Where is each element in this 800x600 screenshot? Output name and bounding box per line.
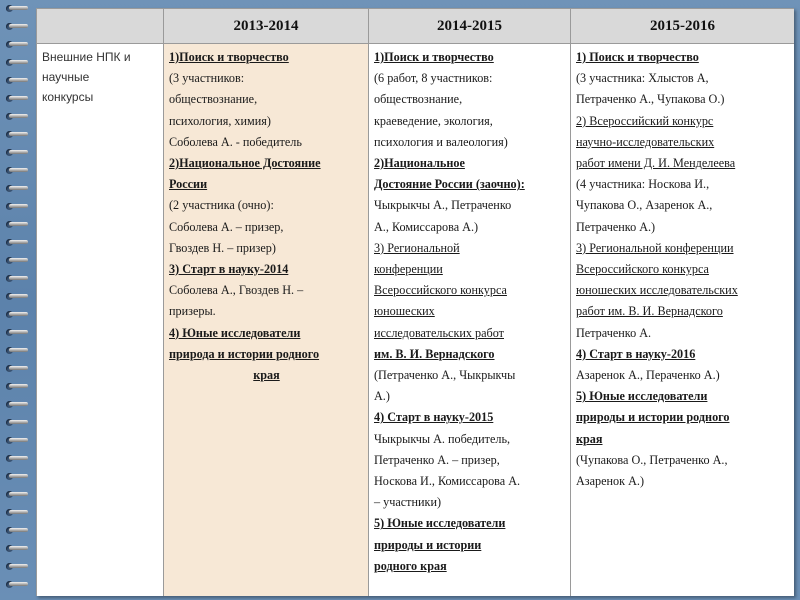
binding-ring xyxy=(6,238,28,247)
binding-ring xyxy=(6,4,28,13)
cell-line: работ им. В. И. Вернадского xyxy=(576,304,723,319)
row-label-cell xyxy=(37,44,164,597)
cell-line: 5) Юные исследователи xyxy=(374,516,506,531)
binding-ring xyxy=(6,400,28,409)
binding-ring xyxy=(6,418,28,427)
header-year-2014-2015: 2014-2015 xyxy=(369,9,571,44)
binding-ring xyxy=(6,310,28,319)
cell-line: 5) Юные исследователи xyxy=(576,389,708,404)
cell-line: 1) Поиск и творчество xyxy=(576,50,699,64)
cell-line: 1)Поиск и творчество xyxy=(169,50,289,64)
competitions-table xyxy=(36,8,794,596)
binding-ring xyxy=(6,472,28,481)
table-row xyxy=(37,44,795,597)
cell-2013-2014 xyxy=(164,44,369,597)
cell-line: обществознание, xyxy=(374,92,463,107)
cell-2015-2016 xyxy=(571,44,795,597)
row-label-line: Внешние НПК и xyxy=(42,50,131,64)
binding-ring xyxy=(6,130,28,139)
cell-line: природа и истории родного xyxy=(169,346,320,361)
binding-ring xyxy=(6,256,28,265)
binding-ring xyxy=(6,328,28,337)
binding-ring xyxy=(6,580,28,589)
binding-ring xyxy=(6,508,28,517)
binding-ring xyxy=(6,22,28,31)
cell-line: психология, химия) xyxy=(169,113,271,128)
header-empty xyxy=(37,9,164,44)
cell-line: Азаренок А.) xyxy=(576,474,645,489)
cell-line: психология и валеология) xyxy=(374,134,508,149)
binding-ring xyxy=(6,562,28,571)
cell-line: конференции xyxy=(374,262,443,277)
cell-line: А.) xyxy=(374,389,390,404)
cell-line: Петраченко А. xyxy=(576,325,652,340)
cell-line: Чупакова О., Азаренок А., xyxy=(576,198,713,213)
cell-line: 3) Старт в науку-2014 xyxy=(169,262,289,277)
binding-ring xyxy=(6,202,28,211)
cell-line: 1)Поиск и творчество xyxy=(374,50,494,64)
cell-line: Всероссийского конкурса xyxy=(374,283,507,298)
cell-line: Соболева А. – призер, xyxy=(169,219,284,234)
header-year-2013-2014: 2013-2014 xyxy=(164,9,369,44)
cell-line: (3 участника: Хлыстов А, xyxy=(576,71,709,86)
binding-ring xyxy=(6,274,28,283)
row-label-line: конкурсы xyxy=(42,90,94,104)
cell-line: (Чупакова О., Петраченко А., xyxy=(576,452,728,467)
header-year-2015-2016: 2015-2016 xyxy=(571,9,795,44)
cell-2014-2015 xyxy=(369,44,571,597)
cell-line: 4) Старт в науку-2015 xyxy=(374,410,494,425)
binding-ring xyxy=(6,184,28,193)
cell-line: Гвоздев Н. – призер) xyxy=(169,240,276,255)
cell-line: Соболева А. - победитель xyxy=(169,134,302,149)
document-page xyxy=(36,8,794,596)
cell-line: исследовательских работ xyxy=(374,325,504,340)
binding-ring xyxy=(6,220,28,229)
cell-line: России xyxy=(169,177,208,192)
cell-line: юношеских xyxy=(374,304,435,319)
binding-ring xyxy=(6,112,28,121)
cell-line: обществознание, xyxy=(169,92,258,107)
cell-line: Петраченко А., Чупакова О.) xyxy=(576,92,725,107)
cell-line: Достояние России (заочно): xyxy=(374,177,525,192)
spiral-binding xyxy=(6,4,30,600)
cell-line: 3) Региональной конференции xyxy=(576,240,734,255)
cell-line: 4) Старт в науку-2016 xyxy=(576,346,696,361)
binding-ring xyxy=(6,148,28,157)
cell-line: краеведение, экология, xyxy=(374,113,493,128)
cell-line: юношеских исследовательских xyxy=(576,283,738,298)
cell-line: природы и истории родного xyxy=(576,410,730,425)
cell-line: (Петраченко А., Чыкрыкчы xyxy=(374,368,516,383)
cell-line: – участники) xyxy=(374,495,442,510)
binding-ring xyxy=(6,490,28,499)
cell-line: 4) Юные исследователи xyxy=(169,325,301,340)
cell-line: работ имени Д. И. Менделеева xyxy=(576,156,736,171)
cell-line: (4 участника: Носкова И., xyxy=(576,177,710,192)
cell-line: Чыкрыкчы А., Петраченко xyxy=(374,198,512,213)
binding-ring xyxy=(6,454,28,463)
binding-ring xyxy=(6,364,28,373)
cell-line: 2)Национальное xyxy=(374,156,465,171)
cell-line: А., Комиссарова А.) xyxy=(374,219,479,234)
cell-line: им. В. И. Вернадского xyxy=(374,346,495,361)
cell-line: Чыкрыкчы А. победитель, xyxy=(374,431,511,446)
binding-ring xyxy=(6,382,28,391)
binding-ring xyxy=(6,526,28,535)
cell-line: края xyxy=(576,431,603,446)
cell-line: (3 участников: xyxy=(169,71,245,86)
cell-line: природы и истории xyxy=(374,537,482,552)
cell-line: научно-исследовательских xyxy=(576,134,715,149)
cell-line: Соболева А., Гвоздев Н. – xyxy=(169,283,304,298)
cell-line: Носкова И., Комиссарова А. xyxy=(374,474,521,489)
cell-line: (2 участника (очно): xyxy=(169,198,274,213)
cell-line: (6 работ, 8 участников: xyxy=(374,71,493,86)
binding-ring xyxy=(6,292,28,301)
cell-line: призеры. xyxy=(169,304,216,319)
cell-line: 3) Региональной xyxy=(374,240,460,255)
binding-ring xyxy=(6,58,28,67)
binding-ring xyxy=(6,94,28,103)
binding-ring xyxy=(6,40,28,49)
header-row xyxy=(37,9,795,44)
binding-ring xyxy=(6,166,28,175)
binding-ring xyxy=(6,544,28,553)
cell-line: Петраченко А.) xyxy=(576,219,656,234)
cell-line: 2)Национальное Достояние xyxy=(169,156,321,171)
cell-line: Азаренок А., Пераченко А.) xyxy=(576,368,720,383)
binding-ring xyxy=(6,346,28,355)
row-label-line: научные xyxy=(42,70,90,84)
cell-line: 2) Всероссийский конкурс xyxy=(576,113,714,128)
cell-line: края xyxy=(253,368,280,383)
binding-ring xyxy=(6,436,28,445)
binding-ring xyxy=(6,76,28,85)
cell-line: родного края xyxy=(374,558,447,573)
cell-line: Всероссийского конкурса xyxy=(576,262,709,277)
cell-line: Петраченко А. – призер, xyxy=(374,452,500,467)
